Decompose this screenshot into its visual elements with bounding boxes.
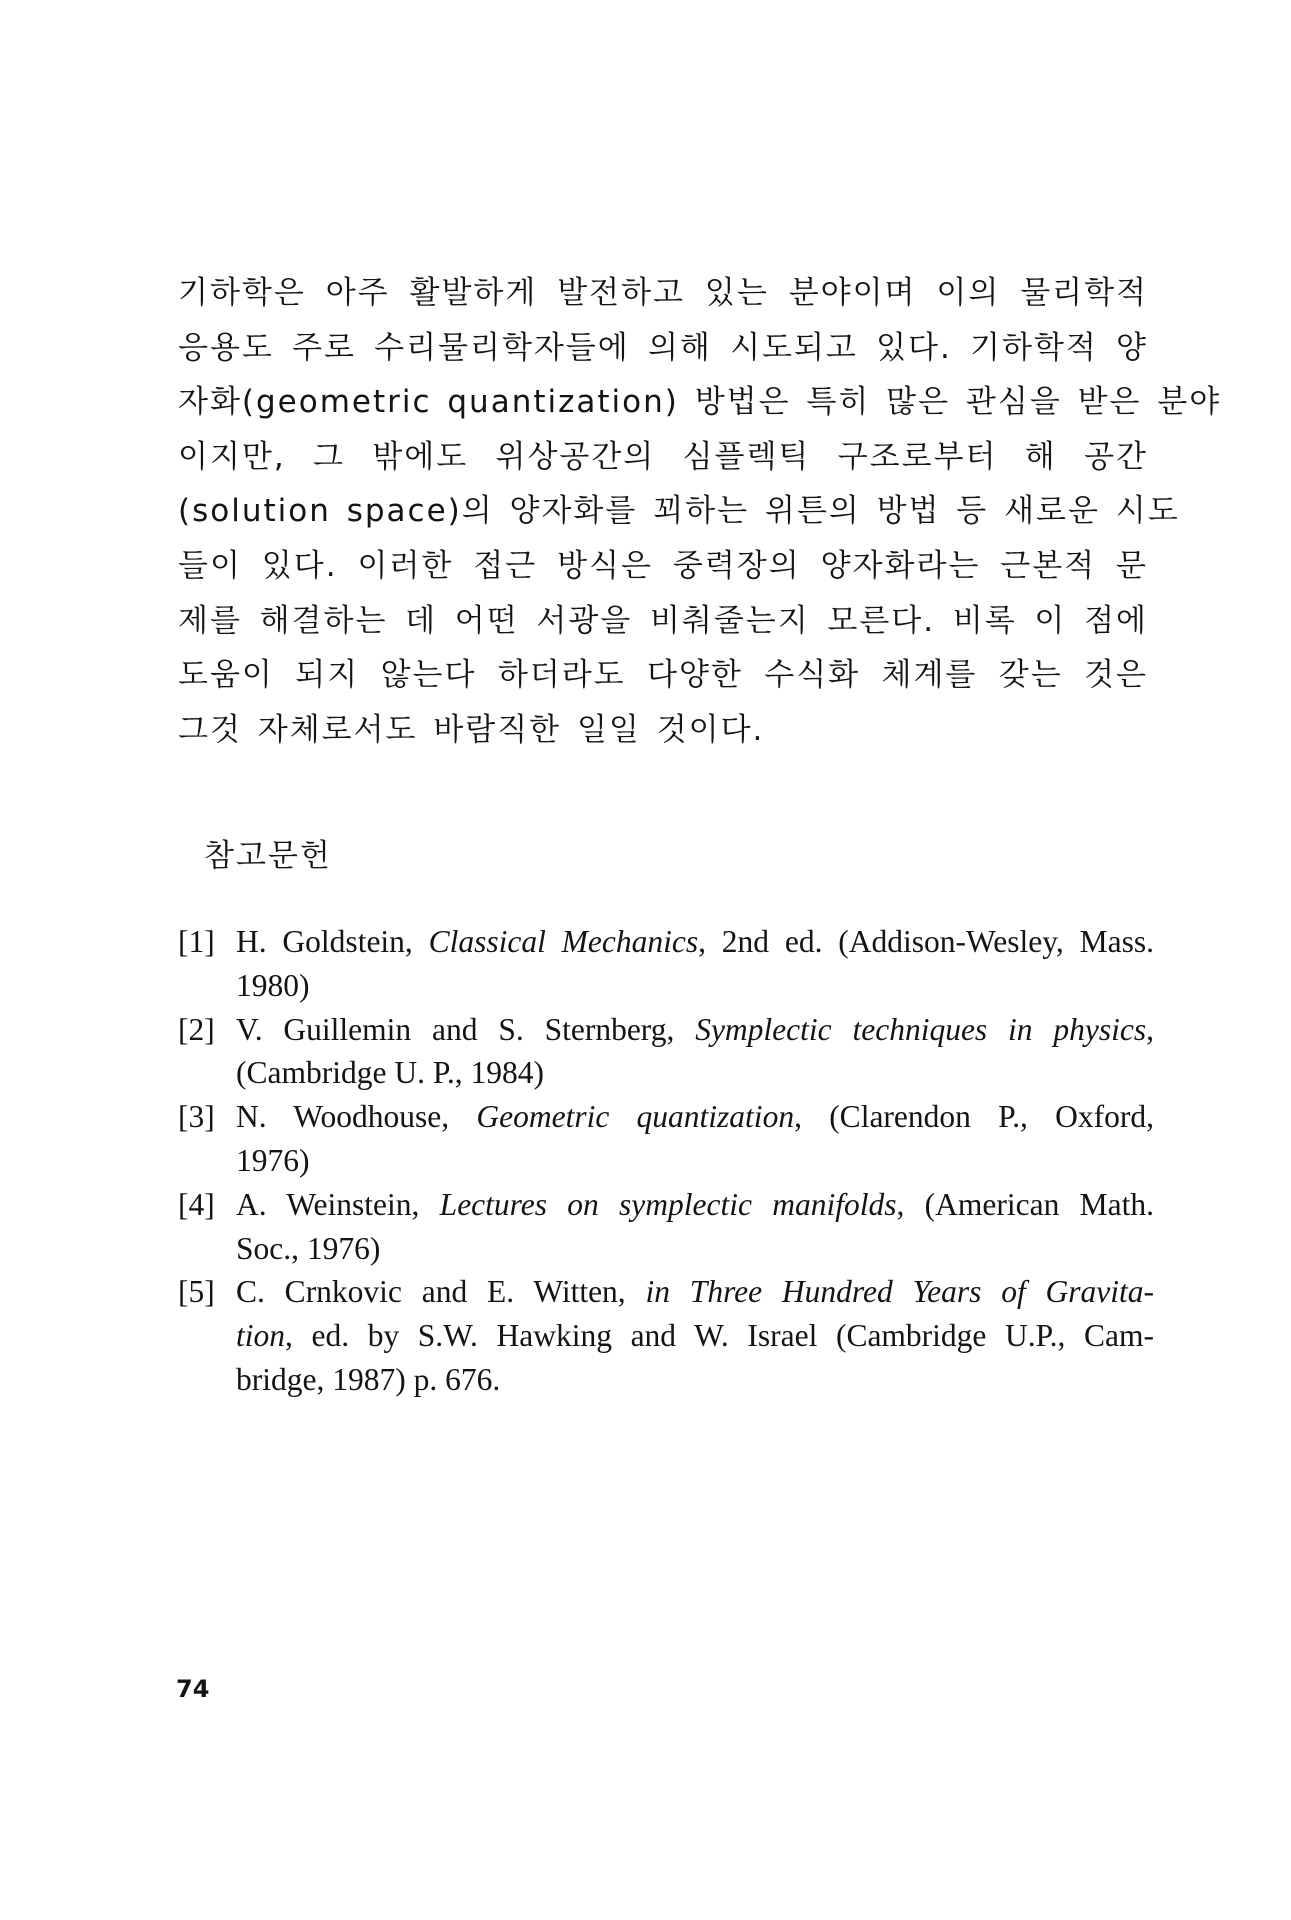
body-line: 도움이 되지 않는다 하더라도 다양한 수식화 체계를 갖는 것은 xyxy=(178,657,1148,694)
reference-editors: , ed. by S.W. Hawking and W. Israel (Cambridge U.P., Cam- xyxy=(285,1318,1154,1354)
reference-title: Classical Mechanics xyxy=(428,924,699,959)
reference-author: A. Weinstein, xyxy=(236,1186,440,1222)
reference-line: Soc., 1976) xyxy=(236,1230,381,1266)
reference-item xyxy=(178,1270,1154,1401)
reference-publisher: , (American Math. xyxy=(896,1186,1154,1222)
reference-author: V. Guillemin and S. Sternberg, xyxy=(236,1011,696,1047)
reference-line: 1980) xyxy=(236,967,310,1003)
reference-title: Symplectic techniques in physics xyxy=(695,1011,1147,1047)
body-line: (solution space)의 양자화를 꾀하는 위튼의 방법 등 새로운 시도 xyxy=(178,493,1180,530)
reference-number: [4] xyxy=(178,1186,215,1222)
reference-title: Geometric quantization xyxy=(476,1099,795,1135)
body-paragraph xyxy=(178,266,1222,757)
reference-punctuation: , xyxy=(1146,1011,1154,1047)
body-line: 제를 해결하는 데 어떤 서광을 비춰줄는지 모른다. 비록 이 점에 xyxy=(178,602,1148,639)
reference-title-continued: tion xyxy=(236,1318,286,1354)
reference-number: [2] xyxy=(178,1011,215,1047)
body-line: 기하학은 아주 활발하게 발전하고 있는 분야이며 이의 물리학적 xyxy=(178,275,1148,311)
body-line: 자화(geometric quantization) 방법은 특히 많은 관심을 받은 분야 xyxy=(178,384,1222,421)
reference-line xyxy=(236,920,1154,964)
reference-line: (Cambridge U. P., 1984) xyxy=(236,1055,544,1091)
reference-item xyxy=(178,1008,1154,1096)
reference-author: H. Goldstein, xyxy=(236,924,429,959)
reference-item xyxy=(178,1183,1154,1271)
reference-number: [3] xyxy=(178,1099,215,1135)
body-line: 이지만, 그 밖에도 위상공간의 심플렉틱 구조로부터 해 공간 xyxy=(178,438,1148,475)
reference-line xyxy=(236,1314,1154,1358)
body-line: 응용도 주로 수리물리학자들에 의해 시도되고 있다. 기하학적 양 xyxy=(178,329,1148,366)
reference-line: 1976) xyxy=(236,1142,310,1178)
reference-line xyxy=(236,1183,1154,1227)
reference-item xyxy=(178,920,1154,1008)
reference-publisher: , 2nd ed. (Addison-Wesley, Mass. xyxy=(698,924,1154,959)
reference-list xyxy=(178,920,1154,1402)
reference-line: bridge, 1987) p. 676. xyxy=(236,1361,501,1397)
body-line: 그것 자체로서도 바람직한 일일 것이다. xyxy=(178,711,765,748)
reference-number: [1] xyxy=(178,924,215,959)
references-heading: 참고문헌 xyxy=(204,838,332,874)
reference-publisher: , (Clarendon P., Oxford, xyxy=(794,1099,1154,1135)
reference-line xyxy=(236,1095,1154,1139)
reference-title: in Three Hundred Years of Gravita- xyxy=(645,1274,1155,1310)
reference-line xyxy=(236,1270,1154,1314)
reference-author: N. Woodhouse, xyxy=(236,1099,477,1135)
reference-line xyxy=(236,1008,1154,1052)
reference-author: C. Crnkovic and E. Witten, xyxy=(236,1274,646,1310)
reference-item xyxy=(178,1095,1154,1183)
reference-title: Lectures on symplectic manifolds xyxy=(439,1186,897,1222)
page-number: 74 xyxy=(176,1675,210,1703)
reference-number: [5] xyxy=(178,1274,215,1310)
body-line: 들이 있다. 이러한 접근 방식은 중력장의 양자화라는 근본적 문 xyxy=(178,547,1148,584)
